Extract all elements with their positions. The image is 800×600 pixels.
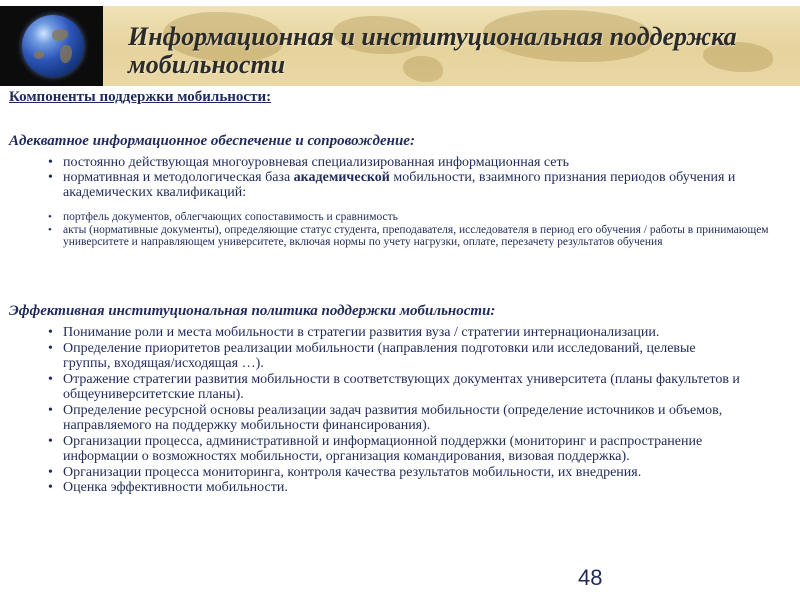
list-item: • Определение приоритетов реализации мобильности (направления подготовки или исследований, целевые группы, входящая/исходящая …). bbox=[0, 341, 740, 372]
emphasis-academic: академической bbox=[293, 170, 390, 185]
list-item: • Организации процесса мониторинга, контроля качества результатов мобильности, их внедрения. bbox=[0, 465, 740, 481]
list-item: • нормативная и методологическая база академической мобильности, взаимного признания периодов обучения и академических квалификаций: bbox=[0, 170, 750, 200]
page-number: 48 bbox=[578, 565, 603, 590]
page-title: Информационная и институциональная поддержка мобильности bbox=[128, 22, 737, 79]
components-heading: Компоненты поддержки мобильности: bbox=[9, 89, 272, 105]
section-heading-institutional: Эффективная институциональная политика поддержки мобильности: bbox=[9, 303, 496, 319]
globe-icon bbox=[22, 15, 84, 77]
list-item: • портфель документов, облегчающих сопоставимость и сравнимость bbox=[0, 211, 790, 224]
list-item: • постоянно действующая многоуровневая специализированная информационная сеть bbox=[0, 155, 750, 170]
section-heading-information: Адекватное информационное обеспечение и сопровождение: bbox=[9, 133, 415, 149]
header-logo-box bbox=[0, 6, 103, 86]
institutional-list bbox=[0, 325, 740, 496]
list-item: • Оценка эффективности мобильности. bbox=[0, 480, 740, 496]
list-item: • акты (нормативные документы), определяющие статус студента, преподавателя, исследователя в период его обучения / работы в принимающем университете и направляющем университете, включая нормы по учету нагрузки, оплате, перезачету результатов обучения bbox=[0, 224, 790, 249]
list-item: • Понимание роли и места мобильности в стратегии развития вуза / стратегии интернационализации. bbox=[0, 325, 740, 341]
information-sublist bbox=[0, 211, 790, 249]
list-item: • Определение ресурсной основы реализации задач развития мобильности (определение источников и объемов, направляемого на поддержку мобильности финансирования). bbox=[0, 403, 740, 434]
list-item: • Отражение стратегии развития мобильности в соответствующих документах университета (планы факультетов и общеуниверситетские планы). bbox=[0, 372, 740, 403]
information-list bbox=[0, 155, 750, 200]
list-item: • Организации процесса, административной и информационной поддержки (мониторинг и распространение информации о возможностях мобильности, организация командирования, визовая поддержка). bbox=[0, 434, 740, 465]
